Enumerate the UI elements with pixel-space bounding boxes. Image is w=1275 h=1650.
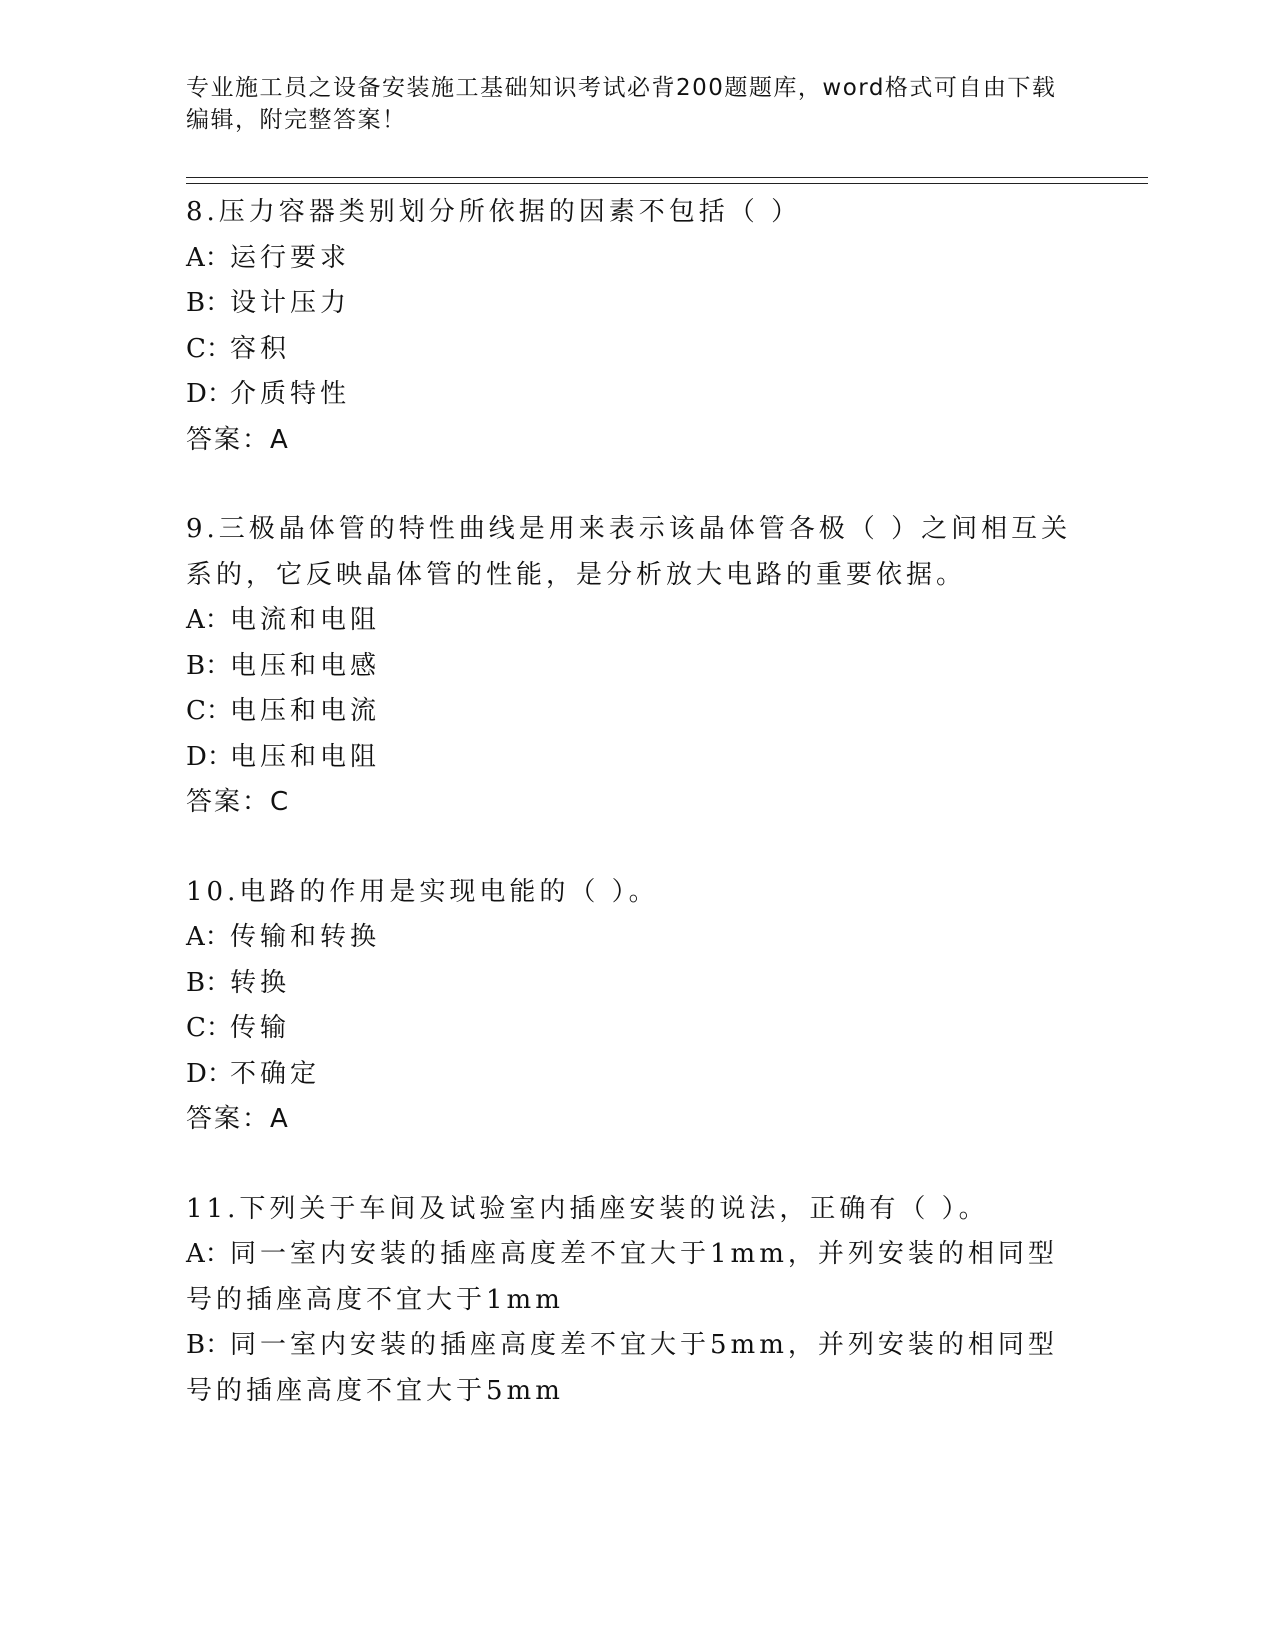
option-letter: B： <box>186 650 232 681</box>
option-a <box>186 236 1086 282</box>
answer-line: 答案：A <box>186 1104 290 1134</box>
question-item <box>186 507 1086 826</box>
option-text: 电压和电阻 <box>230 741 381 772</box>
option-letter: D： <box>186 1058 233 1089</box>
question-stem: 9.三极晶体管的特性曲线是用来表示该晶体管各极（ ）之间相互关系的，它反映晶体管的性能，是分析放大电路的重要依据。 <box>186 514 1072 590</box>
question-stem: 8.压力容器类别划分所依据的因素不包括（ ） <box>186 197 802 227</box>
option-text: 传输和转换 <box>230 922 381 952</box>
option-b <box>186 1323 1086 1414</box>
question-stem: 11.下列关于车间及试验室内插座安装的说法，正确有（ ）。 <box>186 1193 989 1224</box>
option-a <box>186 1232 1086 1323</box>
option-letter: A： <box>186 1239 231 1269</box>
option-d <box>186 372 1086 418</box>
option-a <box>186 598 1086 644</box>
option-text: 运行要求 <box>230 242 351 273</box>
option-letter: C： <box>186 696 232 726</box>
option-text: 介质特性 <box>230 379 351 409</box>
option-c <box>186 689 1086 735</box>
option-text: 容积 <box>230 333 291 364</box>
option-text: 同一室内安装的插座高度差不宜大于1mm，并列安装的相同型号的插座高度不宜大于1mm <box>186 1239 1058 1315</box>
option-text: 不确定 <box>230 1058 321 1089</box>
answer-line: 答案：A <box>186 424 290 455</box>
option-letter: D： <box>186 379 233 409</box>
header-rule-top <box>186 177 1148 178</box>
question-item <box>186 870 1086 1143</box>
question-item <box>186 1187 1086 1415</box>
option-text: 电压和电感 <box>230 650 381 681</box>
option-letter: A： <box>186 922 231 952</box>
option-letter: B： <box>186 1330 232 1360</box>
option-b <box>186 281 1086 327</box>
header-rule-bottom <box>186 183 1148 184</box>
document-header <box>186 72 1066 136</box>
option-a <box>186 915 1086 961</box>
answer-line: 答案：C <box>186 787 291 817</box>
option-c <box>186 327 1086 373</box>
option-b <box>186 644 1086 690</box>
option-c <box>186 1006 1086 1052</box>
option-d <box>186 1052 1086 1098</box>
option-text: 传输 <box>230 1013 291 1043</box>
option-text: 电流和电阻 <box>230 605 381 635</box>
header-title-line-2: 编辑，附完整答案！ <box>186 107 407 133</box>
option-letter: A： <box>186 605 231 635</box>
option-letter: B： <box>186 288 232 318</box>
question-list <box>186 190 1086 1414</box>
header-title-line-1: 专业施工员之设备安装施工基础知识考试必背200题题库，word格式可自由下载 <box>186 75 1057 101</box>
option-letter: C： <box>186 1013 232 1043</box>
option-text: 设计压力 <box>230 288 351 318</box>
option-letter: A： <box>186 242 231 273</box>
option-b <box>186 961 1086 1007</box>
question-item <box>186 190 1086 463</box>
option-letter: C： <box>186 333 232 364</box>
question-stem: 10.电路的作用是实现电能的（ ）。 <box>186 876 659 907</box>
option-text: 同一室内安装的插座高度差不宜大于5mm，并列安装的相同型号的插座高度不宜大于5mm <box>186 1330 1058 1406</box>
option-text: 电压和电流 <box>230 696 381 726</box>
option-d <box>186 735 1086 781</box>
option-letter: B： <box>186 967 232 998</box>
option-letter: D： <box>186 741 233 772</box>
option-text: 转换 <box>230 967 291 998</box>
